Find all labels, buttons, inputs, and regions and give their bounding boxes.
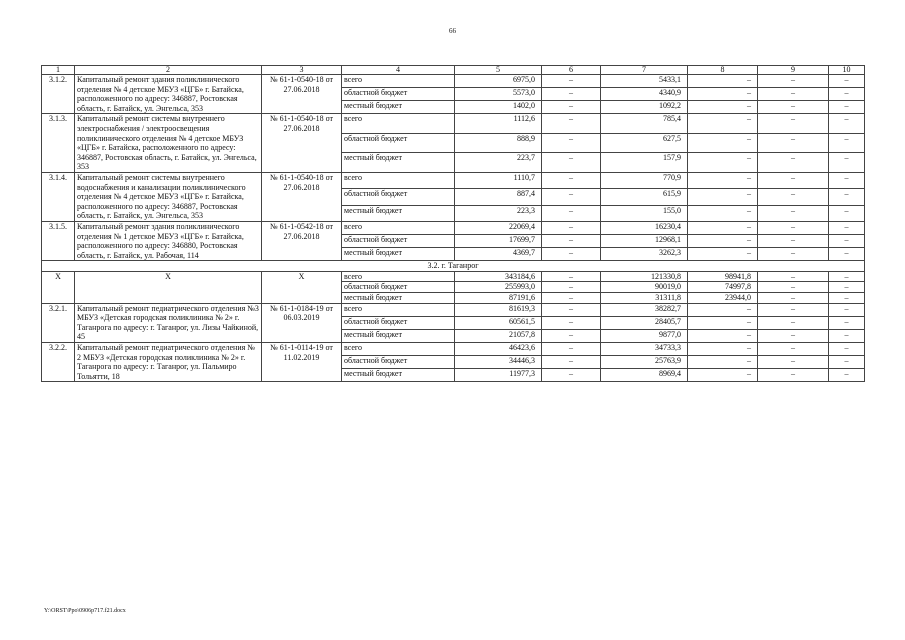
value-cell-col8: – — [688, 88, 758, 101]
value-cell-col10: – — [829, 271, 865, 282]
section-heading-row — [42, 261, 865, 272]
funding-source-cell: местный бюджет — [342, 369, 455, 382]
header-cell: 5 — [455, 66, 542, 75]
value-cell-col8: – — [688, 369, 758, 382]
header-cell: 2 — [75, 66, 262, 75]
value-cell-col9: – — [758, 293, 829, 304]
value-cell-col6: – — [542, 271, 601, 282]
funding-source-cell: местный бюджет — [342, 329, 455, 342]
value-cell-col9: – — [758, 153, 829, 173]
value-cell-col10: – — [829, 293, 865, 304]
funding-source-cell: областной бюджет — [342, 235, 455, 248]
value-cell-col10: – — [829, 329, 865, 342]
funding-source-cell: местный бюджет — [342, 205, 455, 221]
value-cell-col6: – — [542, 316, 601, 329]
budget-table — [41, 65, 865, 382]
value-cell-col9: – — [758, 189, 829, 205]
funding-source-cell: областной бюджет — [342, 356, 455, 369]
funding-source-cell: местный бюджет — [342, 153, 455, 173]
item-name-cell: Капитальный ремонт здания поликлинического отделения № 1 детское МБУЗ «ЦГБ» г. Батайска, расположенного по адресу: 346880, Ростовская область, г. Батайск, ул. Рабочая, 114 — [75, 221, 262, 260]
funding-source-cell: всего — [342, 114, 455, 134]
item-name-cell: Капитальный ремонт системы внутреннего электроснабжения / электроосвещения поликлинического отделения № 4 детское МБУЗ «ЦГБ» г. Батайска, расположенного по адресу: 346887, Ростовская область, г. Батайск, ул. Энгельса, 353 — [75, 114, 262, 173]
value-cell-col5: 888,9 — [455, 133, 542, 153]
value-cell-col5: 34446,3 — [455, 356, 542, 369]
value-cell-col8: – — [688, 356, 758, 369]
value-cell-col5: 81619,3 — [455, 303, 542, 316]
value-cell-col5: 255993,0 — [455, 282, 542, 293]
funding-source-cell: областной бюджет — [342, 189, 455, 205]
item-number-cell: 3.2.2. — [42, 343, 75, 382]
value-cell-col8: – — [688, 75, 758, 88]
value-cell-col9: – — [758, 369, 829, 382]
value-cell-col5: 1402,0 — [455, 101, 542, 114]
value-cell-col7: 627,5 — [601, 133, 688, 153]
item-number-cell: Х — [42, 271, 75, 303]
header-cell: 10 — [829, 66, 865, 75]
funding-source-cell: областной бюджет — [342, 133, 455, 153]
value-cell-col10: – — [829, 343, 865, 356]
registration-cell: № 61-1-0114-19 от 11.02.2019 — [262, 343, 342, 382]
value-cell-col6: – — [542, 221, 601, 234]
value-cell-col8: – — [688, 343, 758, 356]
value-cell-col8: – — [688, 153, 758, 173]
value-cell-col8: – — [688, 303, 758, 316]
value-cell-col9: – — [758, 316, 829, 329]
value-cell-col7: 90019,0 — [601, 282, 688, 293]
value-cell-col10: – — [829, 172, 865, 188]
value-cell-col9: – — [758, 172, 829, 188]
value-cell-col5: 5573,0 — [455, 88, 542, 101]
value-cell-col10: – — [829, 88, 865, 101]
value-cell-col9: – — [758, 88, 829, 101]
value-cell-col5: 223,3 — [455, 205, 542, 221]
value-cell-col10: – — [829, 369, 865, 382]
value-cell-col9: – — [758, 303, 829, 316]
value-cell-col8: 98941,8 — [688, 271, 758, 282]
value-cell-col10: – — [829, 75, 865, 88]
funding-source-cell: местный бюджет — [342, 248, 455, 261]
value-cell-col5: 6975,0 — [455, 75, 542, 88]
value-cell-col8: – — [688, 114, 758, 134]
value-cell-col7: 121330,8 — [601, 271, 688, 282]
value-cell-col8: – — [688, 221, 758, 234]
header-cell: 4 — [342, 66, 455, 75]
value-cell-col9: – — [758, 114, 829, 134]
value-cell-col10: – — [829, 205, 865, 221]
value-cell-col7: 12968,1 — [601, 235, 688, 248]
value-cell-col6: – — [542, 189, 601, 205]
item-name-cell: Капитальный ремонт педиатрического отделения № 2 МБУЗ «Детская городская поликлиника № 2» г. Таганрога по адресу: г. Таганрог, ул. Пальмиро Тольятти, 18 — [75, 343, 262, 382]
table-body — [42, 66, 865, 382]
value-cell-col5: 22069,4 — [455, 221, 542, 234]
item-number-cell: 3.2.1. — [42, 303, 75, 342]
value-cell-col7: 5433,1 — [601, 75, 688, 88]
funding-source-cell: местный бюджет — [342, 101, 455, 114]
value-cell-col6: – — [542, 205, 601, 221]
value-cell-col10: – — [829, 101, 865, 114]
value-cell-col7: 25763,9 — [601, 356, 688, 369]
value-cell-col7: 615,9 — [601, 189, 688, 205]
value-cell-col9: – — [758, 356, 829, 369]
item-name-cell: Капитальный ремонт здания поликлинического отделения № 4 детское МБУЗ «ЦГБ» г. Батайска, расположенного по адресу: 346887, Ростовская область, г. Батайск, ул. Энгельса, 353 — [75, 75, 262, 114]
value-cell-col9: – — [758, 75, 829, 88]
value-cell-col9: – — [758, 271, 829, 282]
funding-source-cell: областной бюджет — [342, 282, 455, 293]
value-cell-col7: 3262,3 — [601, 248, 688, 261]
value-cell-col6: – — [542, 75, 601, 88]
table-row — [42, 75, 865, 88]
value-cell-col8: – — [688, 189, 758, 205]
value-cell-col10: – — [829, 153, 865, 173]
value-cell-col9: – — [758, 101, 829, 114]
value-cell-col9: – — [758, 329, 829, 342]
registration-cell: № 61-1-0540-18 от 27.06.2018 — [262, 172, 342, 221]
value-cell-col10: – — [829, 114, 865, 134]
item-number-cell: 3.1.4. — [42, 172, 75, 221]
value-cell-col6: – — [542, 153, 601, 173]
table-row — [42, 221, 865, 234]
value-cell-col6: – — [542, 329, 601, 342]
funding-source-cell: областной бюджет — [342, 88, 455, 101]
value-cell-col6: – — [542, 343, 601, 356]
value-cell-col10: – — [829, 133, 865, 153]
value-cell-col6: – — [542, 88, 601, 101]
value-cell-col9: – — [758, 282, 829, 293]
value-cell-col8: – — [688, 172, 758, 188]
item-name-cell: Капитальный ремонт педиатрического отделения №3 МБУЗ «Детская городская поликлиника № 2» г. Таганрога по адресу: г. Таганрог, ул. Лизы Чайкиной, 45 — [75, 303, 262, 342]
value-cell-col8: – — [688, 101, 758, 114]
value-cell-col10: – — [829, 189, 865, 205]
value-cell-col6: – — [542, 172, 601, 188]
value-cell-col8: – — [688, 133, 758, 153]
header-cell: 9 — [758, 66, 829, 75]
header-cell: 7 — [601, 66, 688, 75]
value-cell-col7: 38282,7 — [601, 303, 688, 316]
value-cell-col8: – — [688, 235, 758, 248]
value-cell-col6: – — [542, 293, 601, 304]
value-cell-col6: – — [542, 282, 601, 293]
value-cell-col7: 28405,7 — [601, 316, 688, 329]
header-cell: 8 — [688, 66, 758, 75]
value-cell-col9: – — [758, 235, 829, 248]
value-cell-col8: 23944,0 — [688, 293, 758, 304]
funding-source-cell: всего — [342, 172, 455, 188]
table-row — [42, 172, 865, 188]
value-cell-col9: – — [758, 343, 829, 356]
item-name-cell: Х — [75, 271, 262, 303]
registration-cell: Х — [262, 271, 342, 303]
value-cell-col10: – — [829, 282, 865, 293]
footer-file-path: Y:\ORST\Ppo\0906p717.f21.docx — [44, 608, 126, 614]
value-cell-col7: 9877,0 — [601, 329, 688, 342]
value-cell-col6: – — [542, 101, 601, 114]
value-cell-col7: 34733,3 — [601, 343, 688, 356]
page-number: 66 — [449, 27, 456, 35]
registration-cell: № 61-1-0542-18 от 27.06.2018 — [262, 221, 342, 260]
table-row — [42, 303, 865, 316]
value-cell-col8: – — [688, 329, 758, 342]
value-cell-col5: 1112,6 — [455, 114, 542, 134]
value-cell-col5: 17699,7 — [455, 235, 542, 248]
value-cell-col7: 16230,4 — [601, 221, 688, 234]
value-cell-col8: – — [688, 248, 758, 261]
value-cell-col5: 343184,6 — [455, 271, 542, 282]
value-cell-col8: – — [688, 316, 758, 329]
funding-source-cell: всего — [342, 221, 455, 234]
value-cell-col6: – — [542, 369, 601, 382]
value-cell-col7: 785,4 — [601, 114, 688, 134]
funding-source-cell: областной бюджет — [342, 316, 455, 329]
header-cell: 3 — [262, 66, 342, 75]
header-row — [42, 66, 865, 75]
value-cell-col7: 4340,9 — [601, 88, 688, 101]
value-cell-col5: 21057,8 — [455, 329, 542, 342]
value-cell-col10: – — [829, 235, 865, 248]
value-cell-col9: – — [758, 221, 829, 234]
header-cell: 1 — [42, 66, 75, 75]
funding-source-cell: всего — [342, 343, 455, 356]
funding-source-cell: местный бюджет — [342, 293, 455, 304]
value-cell-col7: 770,9 — [601, 172, 688, 188]
value-cell-col5: 887,4 — [455, 189, 542, 205]
value-cell-col9: – — [758, 205, 829, 221]
value-cell-col5: 46423,6 — [455, 343, 542, 356]
table-row — [42, 114, 865, 134]
value-cell-col5: 223,7 — [455, 153, 542, 173]
value-cell-col9: – — [758, 133, 829, 153]
value-cell-col6: – — [542, 248, 601, 261]
value-cell-col6: – — [542, 235, 601, 248]
header-cell: 6 — [542, 66, 601, 75]
value-cell-col9: – — [758, 248, 829, 261]
value-cell-col10: – — [829, 221, 865, 234]
value-cell-col7: 1092,2 — [601, 101, 688, 114]
item-number-cell: 3.1.3. — [42, 114, 75, 173]
item-number-cell: 3.1.2. — [42, 75, 75, 114]
registration-cell: № 61-1-0184-19 от 06.03.2019 — [262, 303, 342, 342]
funding-source-cell: всего — [342, 271, 455, 282]
registration-cell: № 61-1-0540-18 от 27.06.2018 — [262, 75, 342, 114]
section-heading: 3.2. г. Таганрог — [42, 261, 865, 272]
value-cell-col10: – — [829, 356, 865, 369]
value-cell-col7: 31311,8 — [601, 293, 688, 304]
funding-source-cell: всего — [342, 75, 455, 88]
value-cell-col10: – — [829, 248, 865, 261]
value-cell-col5: 4369,7 — [455, 248, 542, 261]
funding-source-cell: всего — [342, 303, 455, 316]
value-cell-col6: – — [542, 303, 601, 316]
value-cell-col6: – — [542, 114, 601, 134]
value-cell-col10: – — [829, 303, 865, 316]
value-cell-col5: 60561,5 — [455, 316, 542, 329]
value-cell-col5: 1110,7 — [455, 172, 542, 188]
registration-cell: № 61-1-0540-18 от 27.06.2018 — [262, 114, 342, 173]
value-cell-col10: – — [829, 316, 865, 329]
value-cell-col5: 87191,6 — [455, 293, 542, 304]
value-cell-col7: 157,9 — [601, 153, 688, 173]
table-row — [42, 343, 865, 356]
item-name-cell: Капитальный ремонт системы внутреннего водоснабжения и канализации поликлинического отделения № 4 детское МБУЗ «ЦГБ» г. Батайска, расположенного по адресу: 346887, Ростовская область, г. Батайск, ул. Энгельса, 353 — [75, 172, 262, 221]
value-cell-col8: 74997,8 — [688, 282, 758, 293]
value-cell-col6: – — [542, 133, 601, 153]
value-cell-col8: – — [688, 205, 758, 221]
value-cell-col5: 11977,3 — [455, 369, 542, 382]
item-number-cell: 3.1.5. — [42, 221, 75, 260]
table-row — [42, 271, 865, 282]
value-cell-col7: 8969,4 — [601, 369, 688, 382]
value-cell-col6: – — [542, 356, 601, 369]
value-cell-col7: 155,0 — [601, 205, 688, 221]
